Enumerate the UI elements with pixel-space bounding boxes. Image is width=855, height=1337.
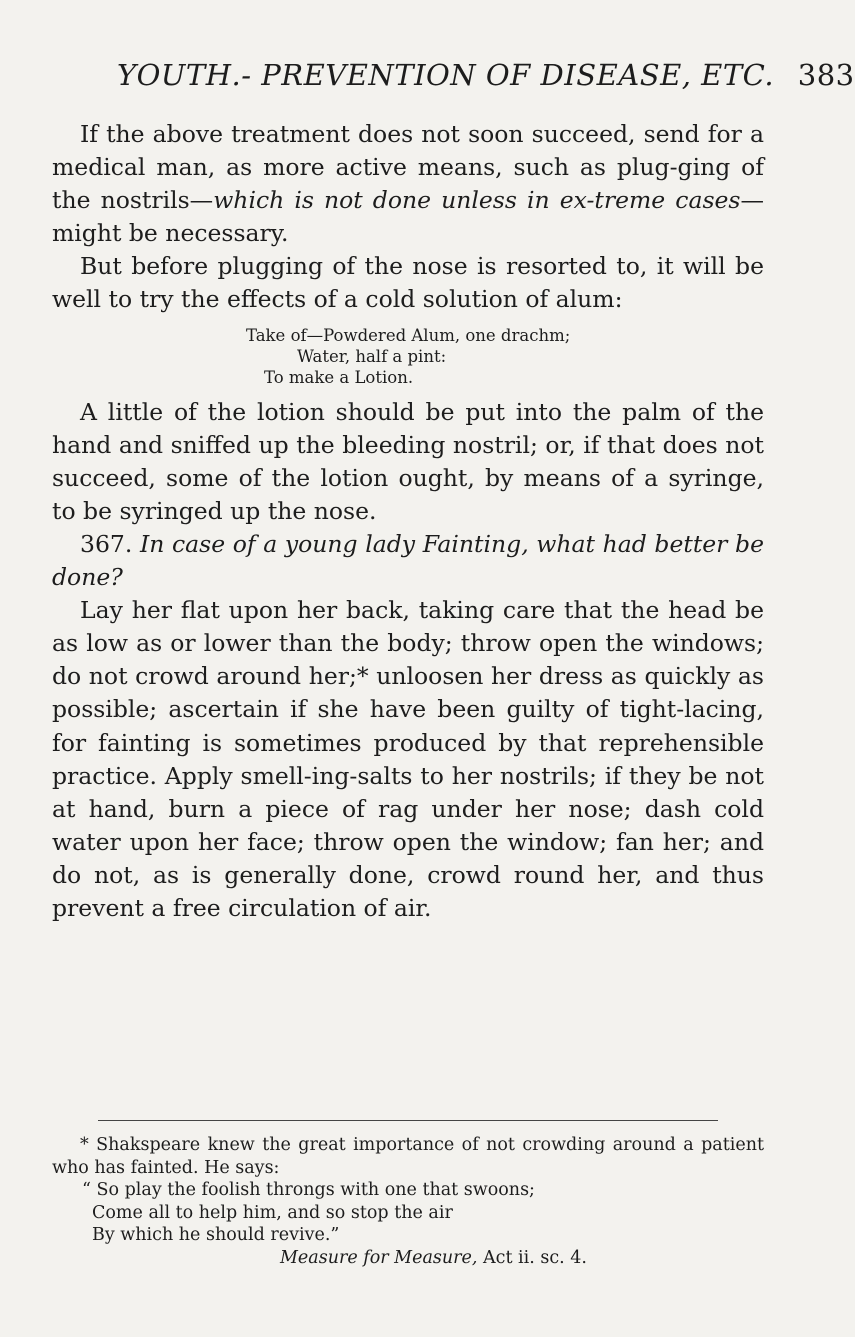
running-head xyxy=(117,58,855,92)
citation xyxy=(52,1247,764,1270)
question-number: 367. xyxy=(80,529,133,558)
verse-line: Come all to help him, and so stop the air xyxy=(92,1202,453,1223)
recipe-line: Water, half a pint: xyxy=(297,346,447,366)
italic-phrase: which is not done unless in ex-treme cases xyxy=(213,186,741,215)
footnote xyxy=(52,1134,764,1270)
recipe-line: Take of—Powdered Alum, one drachm; xyxy=(246,325,571,345)
paragraph-text: —might be necessary. xyxy=(52,186,764,248)
verse-line: “ So play the foolish throngs with one that swoons; xyxy=(82,1180,535,1201)
paragraph-lotion: A little of the lotion should be put into the palm of the hand and sniffed up the bleeding nostril; or, if that does not succeed, some of the lotion ought, by means of a syringe, to be syringed up the nose. xyxy=(52,397,764,525)
footnote-divider xyxy=(98,1120,718,1121)
paragraph-text: If the above treatment does not soon succeed, send for a medical man, as more active means, such as plug-ging of the nostrils— xyxy=(52,120,764,215)
citation-work: Measure for Measure, xyxy=(280,1247,478,1268)
recipe-block xyxy=(52,325,764,388)
verse-line: By which he should revive.” xyxy=(92,1225,340,1246)
main-text xyxy=(52,118,764,925)
paragraph-fainting: Lay her flat upon her back, taking care that the head be as low as or lower than the body; throw open the windows; do not crowd around her;* unloosen her dress as quickly as possible; ascertain if she have been guilty of tight-lacing, for fainting is sometimes produced by that reprehensible practice. Apply smell-ing-salts to her nostrils; if they be not at hand, burn a piece of rag under her nose; dash cold water upon her face; throw open the window; fan her; and do not, as is generally done, crowd round her, and thus prevent a free circulation of air. xyxy=(52,596,764,922)
page-number: 383 xyxy=(797,58,855,92)
citation-ref: Act ii. sc. 4. xyxy=(477,1247,587,1268)
paragraph-treatment xyxy=(52,118,764,250)
footnote-text: * Shakspeare knew the great importance of not crowding around a patient who has fainted. He says: xyxy=(52,1135,764,1178)
paragraph-alum: But before plugging of the nose is resorted to, it will be well to try the effects of a cold solution of alum: xyxy=(52,252,764,314)
running-head-title: YOUTH.- PREVENTION OF DISEASE, ETC. xyxy=(117,58,775,92)
question-text: In case of a young lady Fainting, what had better be done? xyxy=(52,529,764,592)
recipe-line: To make a Lotion. xyxy=(264,367,414,387)
question-heading xyxy=(52,528,764,594)
